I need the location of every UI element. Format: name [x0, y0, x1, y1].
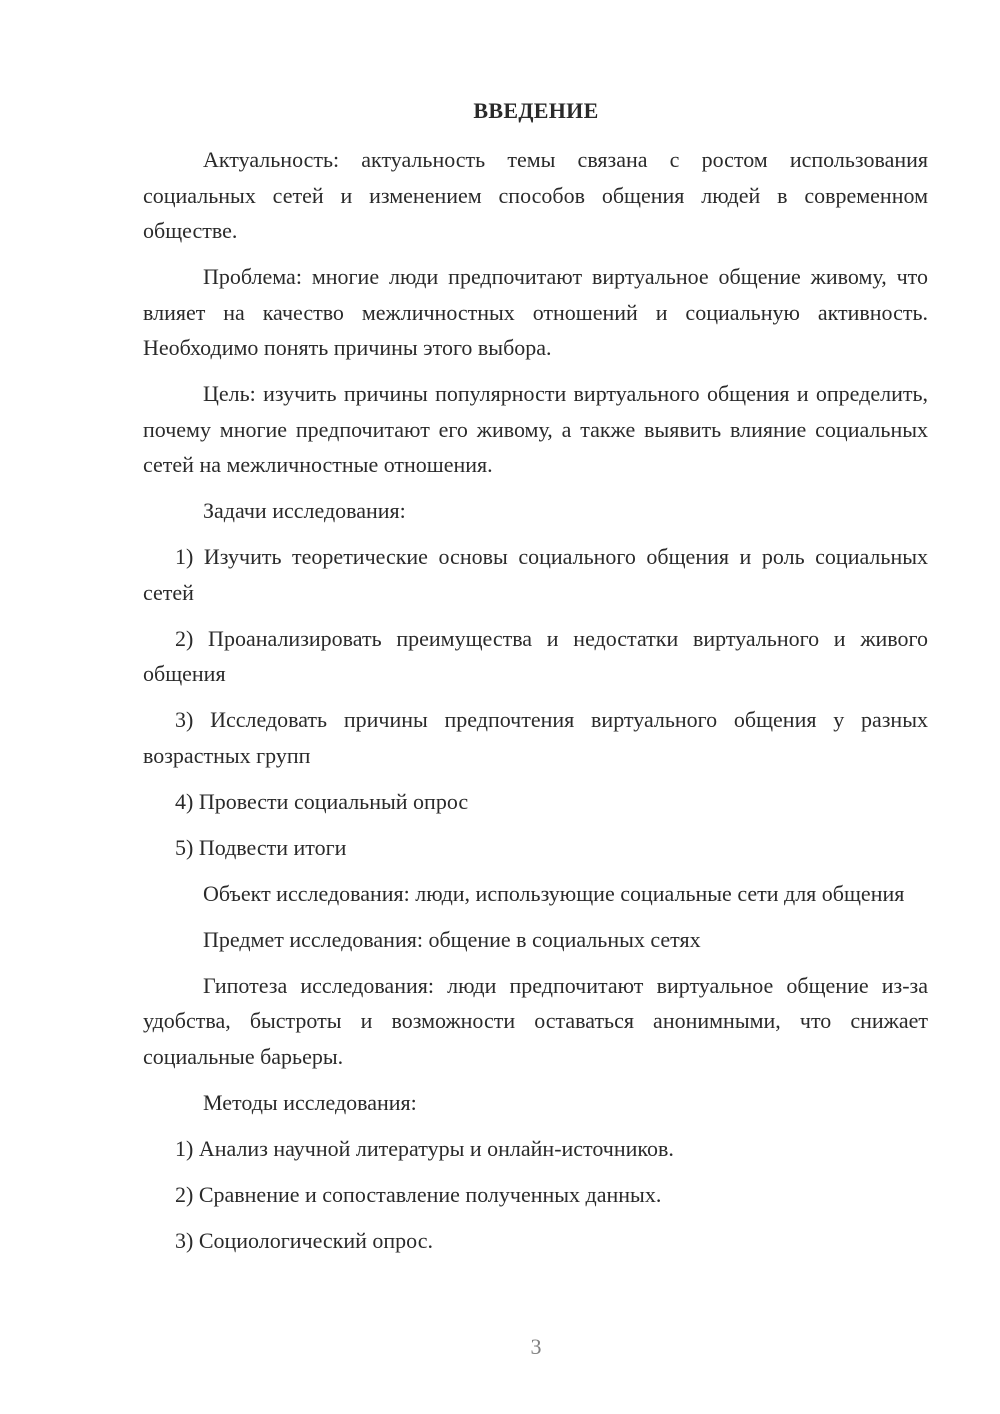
page-number: 3 [530, 1334, 542, 1359]
problem-paragraph: Проблема: многие люди предпочитают виртуальное общение живому, что влияет на качество межличностных отношений и социальную активность. Необходимо понять причины этого выбора. [143, 264, 928, 360]
task-item: 2) Проанализировать преимущества и недостатки виртуального и живого общения [143, 625, 928, 686]
section-heading: ВВЕДЕНИЕ [473, 98, 599, 123]
task-item: 4) Провести социальный опрос [175, 788, 469, 814]
hypothesis-paragraph: Гипотеза исследования: люди предпочитают виртуальное общение из-за удобства, быстроты и возможности оставаться анонимными, что снижает социальные барьеры. [143, 972, 928, 1069]
methods-label: Методы исследования: [203, 1089, 417, 1115]
goal-paragraph: Цель: изучить причины популярности виртуального общения и определить, почему многие предпочитают его живому, а также выявить влияние социальных сетей на межличностные отношения. [143, 381, 928, 477]
object-paragraph: Объект исследования: люди, использующие социальные сети для общения [203, 880, 905, 906]
method-item: 1) Анализ научной литературы и онлайн-источников. [175, 1135, 674, 1161]
actuality-paragraph: Актуальность: актуальность темы связана с ростом использования социальных сетей и изменением способов общения людей в современном обществе. [143, 147, 928, 243]
method-item: 2) Сравнение и сопоставление полученных данных. [175, 1181, 662, 1207]
document-body [143, 142, 928, 1269]
method-item: 3) Социологический опрос. [175, 1227, 433, 1253]
task-item: 3) Исследовать причины предпочтения виртуального общения у разных возрастных групп [143, 707, 928, 768]
task-item: 1) Изучить теоретические основы социального общения и роль социальных сетей [143, 544, 928, 605]
task-item: 5) Подвести итоги [175, 834, 347, 860]
tasks-label: Задачи исследования: [203, 498, 406, 523]
subject-paragraph: Предмет исследования: общение в социальных сетях [203, 926, 701, 952]
